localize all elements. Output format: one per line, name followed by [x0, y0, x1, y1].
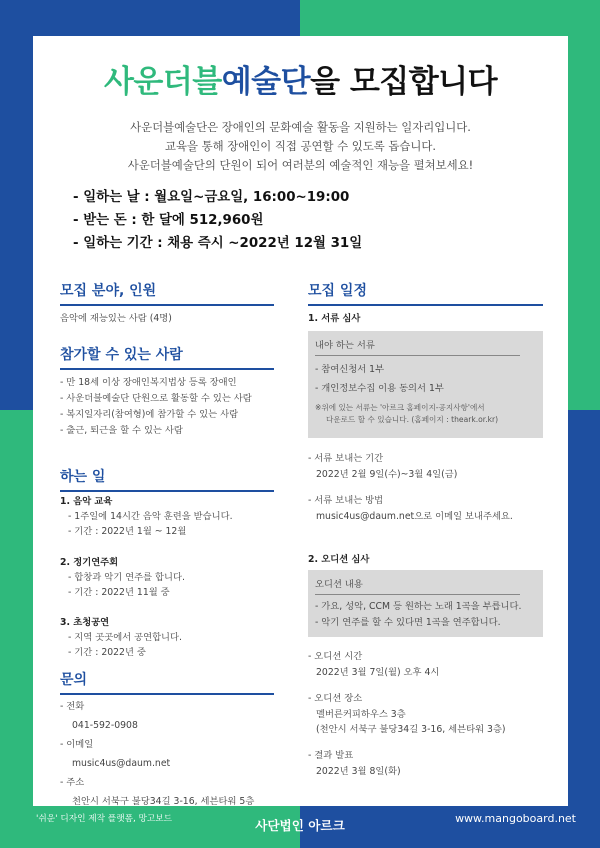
footer-website-link[interactable]: www.mangoboard.net	[455, 812, 576, 825]
title-part-black: 을 모집합니다	[310, 64, 498, 100]
footer-platform-text: '쉬운' 디자인 제작 플랫폼, 망고보드	[36, 814, 173, 824]
work-group-title: 3. 초청공연	[60, 617, 110, 628]
documents-note: 다운로드 할 수 있습니다. (홈페이지 : theark.or.kr)	[326, 415, 499, 424]
recruit-text: 음악에 재능있는 사람 (4명)	[60, 313, 172, 324]
contact-heading: 문의	[60, 669, 274, 695]
contact-address-value: 천안시 서북구 불당34길 3-16, 세븐타워 5층	[72, 796, 255, 807]
title-part-green: 사운더블	[103, 64, 222, 100]
recruit-heading: 모집 분야, 인원	[60, 280, 274, 306]
submit-period-label: - 서류 보내는 기간	[308, 453, 384, 464]
poster-title	[33, 56, 568, 101]
intro-line: 교육을 통해 장애인이 직접 공연할 수 있도록 돕습니다.	[164, 139, 437, 153]
contact-phone-label: - 전화	[60, 701, 85, 712]
title-part-blue: 예술단	[221, 64, 311, 100]
audition-place-label: - 오디션 장소	[308, 693, 363, 704]
fact-pay: - 받는 돈 : 한 달에 512,960원	[73, 213, 264, 228]
footer-organization: 사단법인 아르크	[255, 818, 345, 833]
work-group-line: - 합창과 악기 연주를 합니다.	[68, 572, 185, 583]
audition-place-value: 멜버른커피하우스 3층	[316, 709, 406, 720]
eligible-item: - 복지일자리(참여형)에 참가할 수 있는 사람	[60, 409, 239, 420]
audition-box-heading: 오디션 내용	[315, 576, 520, 595]
documents-note: ※위에 있는 서류는 '아르크 홈페이지-공지사항'에서	[315, 403, 485, 412]
documents-box	[308, 331, 543, 438]
fact-work-days: - 일하는 날 : 월요일~금요일, 16:00~19:00	[73, 190, 350, 205]
audition-item: - 악기 연주를 할 수 있다면 1곡을 연주합니다.	[315, 617, 501, 628]
step1-title: 1. 서류 심사	[308, 313, 361, 324]
eligible-item: - 만 18세 이상 장애인복지법상 등록 장애인	[60, 377, 237, 388]
audition-item: - 가요, 성악, CCM 등 원하는 노래 1곡을 부릅니다.	[315, 601, 522, 612]
work-group-line: - 기간 : 2022년 중	[68, 647, 146, 658]
audition-time-value: 2022년 3월 7일(월) 오후 4시	[316, 667, 440, 678]
work-group-line: - 기간 : 2022년 1월 ~ 12월	[68, 526, 187, 537]
poster-card	[33, 36, 568, 806]
contact-email-value: music4us@daum.net	[72, 758, 171, 769]
contact-address-label: - 주소	[60, 777, 85, 788]
contact-phone-value: 041-592-0908	[72, 720, 138, 731]
submit-method-label: - 서류 보내는 방법	[308, 495, 384, 506]
result-label: - 결과 발표	[308, 750, 354, 761]
submit-period-value: 2022년 2월 9일(수)~3월 4일(금)	[316, 469, 458, 480]
work-group-title: 1. 음악 교육	[60, 496, 113, 507]
documents-box-heading: 내야 하는 서류	[315, 337, 520, 356]
work-heading: 하는 일	[60, 466, 274, 492]
contact-email-label: - 이메일	[60, 739, 94, 750]
eligible-heading: 참가할 수 있는 사람	[60, 344, 274, 370]
eligible-item: - 사운더블예술단 단원으로 활동할 수 있는 사람	[60, 393, 252, 404]
intro-line: 사운더블예술단은 장애인의 문화예술 활동을 지원하는 일자리입니다.	[130, 120, 471, 134]
work-group-line: - 지역 곳곳에서 공연합니다.	[68, 632, 182, 643]
work-group-title: 2. 정기연주회	[60, 557, 119, 568]
intro-line: 사운더블예술단의 단원이 되어 여러분의 예술적인 재능을 펼쳐보세요!	[127, 158, 474, 172]
audition-box	[308, 570, 543, 637]
intro-text	[33, 118, 568, 175]
work-group-line: - 1주일에 14시간 음악 훈련을 받습니다.	[68, 511, 233, 522]
fact-period: - 일하는 기간 : 채용 즉시 ~2022년 12월 31일	[73, 236, 363, 251]
result-value: 2022년 3월 8일(화)	[316, 766, 401, 777]
eligible-item: - 출근, 퇴근을 할 수 있는 사람	[60, 425, 183, 436]
documents-item: - 개인정보수집 이용 동의서 1부	[315, 383, 444, 394]
work-group-line: - 기간 : 2022년 11월 중	[68, 587, 170, 598]
documents-item: - 참여신청서 1부	[315, 364, 385, 375]
step2-title: 2. 오디션 심사	[308, 554, 370, 565]
schedule-heading: 모집 일정	[308, 280, 543, 306]
audition-place-address: (천안시 서북구 불당34길 3-16, 세븐타워 3층)	[316, 724, 506, 735]
submit-method-value: music4us@daum.net으로 이메일 보내주세요.	[316, 511, 513, 522]
audition-time-label: - 오디션 시간	[308, 651, 363, 662]
key-facts	[73, 186, 362, 255]
